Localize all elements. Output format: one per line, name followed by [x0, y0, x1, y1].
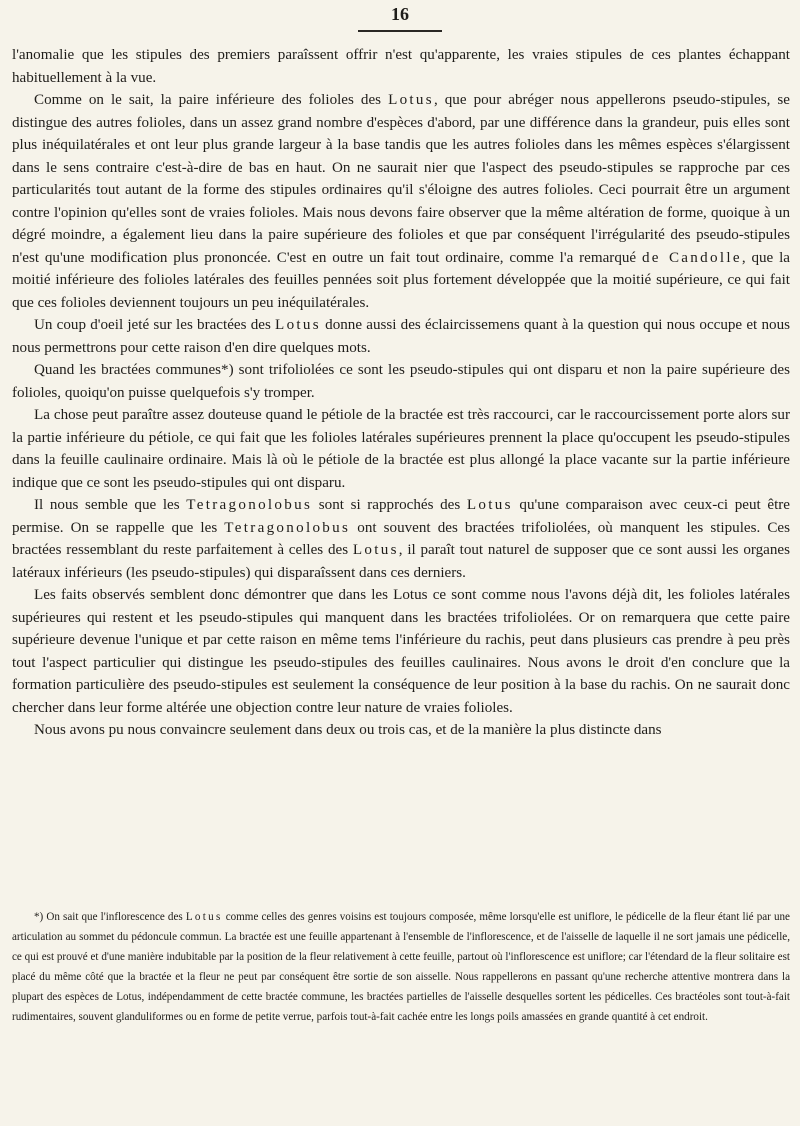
paragraph: [12, 719, 790, 742]
paragraph: [12, 584, 790, 719]
spaced-name: Tetragonolobus: [186, 497, 313, 513]
text-run: l'anomalie que les stipules des premiers paraîssent offrir n'est qu'apparente, les vraies stipules de ces plantes échappant habituellement à la vue.: [12, 47, 790, 86]
text-run: ont souvent des bractées trifoliolées, où manquent les stipules. Ces bractées ressemblant du reste parfaitement à celles des: [12, 519, 790, 558]
text-run: *) On sait que l'inflorescence des: [34, 911, 186, 923]
text-run: , il paraît tout naturel de supposer que ce sont aussi les organes latéraux inférieurs (les pseudo-stipules) qui disparaîssent dans ces derniers.: [12, 542, 791, 581]
text-run: sont si rapprochés des: [312, 497, 467, 513]
paragraph: [12, 314, 790, 359]
paragraph: [12, 404, 790, 494]
spaced-name: Tetragonolobus: [224, 519, 351, 536]
footnote: [12, 907, 790, 1027]
spaced-name: Lotus: [352, 542, 399, 558]
spaced-name: Lotus: [466, 497, 513, 513]
text-run: Quand les bractées communes*) sont trifoliolées ce sont les pseudo-stipules qui ont disparu et non la paire supérieure des folioles, quoiqu'on puisse quelquefois s'y tromper.: [12, 362, 790, 401]
text-run: comme celles des genres voisins est toujours composée, même lorsqu'elle est uniflore, le pédicelle de la fleur étant lié par une articulation au sommet du pédoncule commun. La bractée est une feuille appartenant à l'ensemble de l'inflorescence, et de l'aisselle de laquelle il ne sort jamais une pédicelle, ce qui est prouvé et d'une manière indubitable par la position de la fleur relativement à cette feuille, partout où l'inflorescence est uniflore; car l'étendard de la fleur solitaire est placé du même côté que la bractée et la fleur ne peut par conséquent être sortie de son aisselle. Nous rappellerons en passant qu'une recherche attentive montrera dans la plupart des espèces de Lotus, indépendamment de cette bractée commune, les bractées partielles de l'aisselle desquelles sortent les pédicelles. Ces bractéoles sont tout-à-fait rudimentaires, souvent glanduliformes ou en forme de petite verrue, parfois tout-à-fait cachée entre les longs poils amassées en grande quantité à cet endroit.: [12, 911, 790, 1023]
spaced-name: Lotus: [388, 92, 434, 108]
page-number: 16: [391, 4, 409, 24]
spaced-name: Lotus: [275, 317, 321, 333]
main-text: [12, 44, 790, 742]
text-run: Un coup d'oeil jeté sur les bractées des: [34, 317, 276, 333]
text-run: , que pour abréger nous appellerons pseudo-stipules, se distingue des autres folioles, dans un assez grand nombre d'espèces d'abord, par une différence dans la grandeur, puis elles sont plus inéquilatérales et ont leur plus grande largeur à la base tandis que les autres folioles dans les mêmes espèces s'élargissent dans le sens contraire c'est-à-dire de bas en haut. On ne saurait nier que l'aspect des pseudo-stipules se rapproche par ces particularités tout autant de la forme des stipules ordinaires qu'il s'éloigne des autres folioles. Ceci pourrait être un argument contre l'opinion qu'elles sont de vraies folioles. Mais nous devons faire observer que la même altération de forme, quoique à un dégré moindre, a également lieu dans la paire supérieure des folioles et que par conséquent l'irrégularité des pseudo-stipules n'est qu'une modification plus prononcée. C'est en outre un fait tout ordinaire, comme l'a remarqué: [12, 92, 790, 266]
spaced-name: Lotus: [185, 911, 223, 923]
text-run: Il nous semble que les: [34, 497, 187, 513]
text-run: Nous avons pu nous convaincre seulement dans deux ou trois cas, et de la manière la plus distincte dans: [34, 722, 662, 738]
text-run: qu'une comparaison avec ceux-ci peut être permise. On se rappelle que les: [12, 497, 790, 536]
text-run: La chose peut paraître assez douteuse quand le pétiole de la bractée est très raccourci, car le raccourcissement porte alors sur la partie inférieure du pétiole, ce qui fait que les folioles latérales supérieures prennent la place qu'occupent les pseudo-stipules dans la feuille caulinaire ordinaire. Mais là où le pétiole de la bractée est plus allongé la place vacante sur la partie inférieure indique que ce sont les pseudo-stipules qui ont disparu.: [12, 407, 790, 491]
paragraph: [12, 44, 790, 89]
text-run: Les faits observés semblent donc démontrer que dans les Lotus ce sont comme nous l'avons déjà dit, les folioles latérales supérieures qui restent et les pseudo-stipules qui manquent dans les bractées trifoliolées. Or on remarquera que cette paire supérieure devenue l'unique et par cette raison en même tems l'inférieure du rachis, peut dans plusieurs cas prendre à peu près tout l'aspect particulier qui distingue les pseudo-stipules des feuilles caulinaires. Nous avons le droit d'en conclure que la formation particulière des pseudo-stipules est seulement la conséquence de leur position à la base du rachis. On ne saurait donc chercher dans leur forme altérée une objection contre leur nature de vraies folioles.: [12, 587, 790, 716]
paragraph: [12, 89, 790, 314]
text-run: , que la moitié inférieure des folioles latérales des feuilles pennées soit plus fortement développée que la moitié supérieure, ce qui fait que ces folioles deviennent toujours un peu inéquilatérales.: [12, 249, 790, 311]
paragraph: [12, 359, 790, 404]
text-run: donne aussi des éclaircissemens quant à la question qui nous occupe et nous nous permettrons pour cette raison d'en dire quelques mots.: [12, 317, 790, 356]
paragraph: [12, 494, 790, 584]
text-run: Comme on le sait, la paire inférieure des folioles des: [34, 92, 389, 108]
header-rule: [358, 30, 442, 32]
spaced-name: de Candolle: [641, 249, 742, 266]
